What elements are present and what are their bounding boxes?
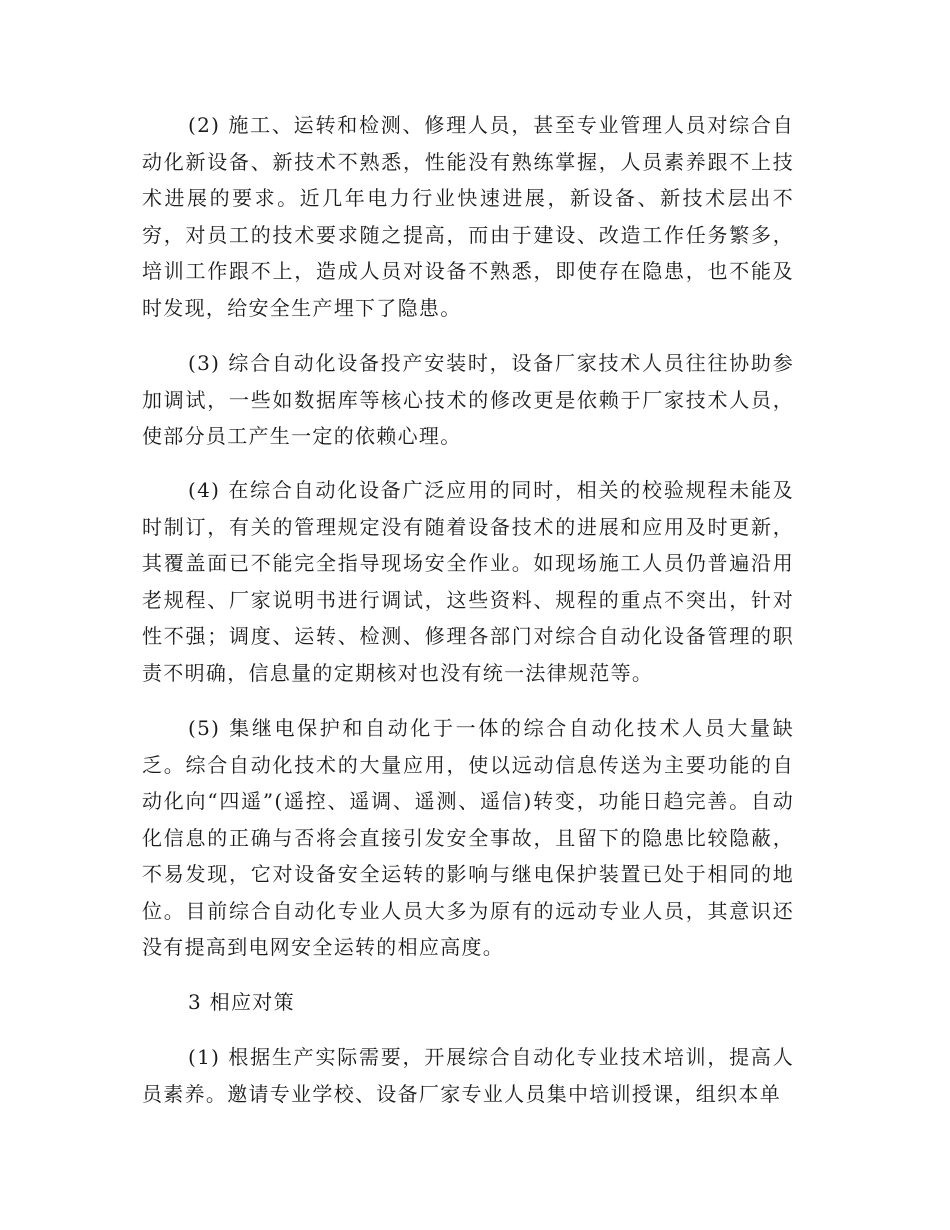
- paragraph-measure-1: (1) 根据生产实际需要，开展综合自动化专业技术培训，提高人员素养。邀请专业学校、设备厂家专业人员集中培训授课，组织本单: [142, 1045, 794, 1106]
- section-heading: 3 相应对策: [188, 990, 295, 1014]
- paragraph-item-4: (4) 在综合自动化设备广泛应用的同时，相关的校验规程未能及时制订，有关的管理规定没有随着设备技术的进展和应用及时更新，其覆盖面已不能完全指导现场安全作业。如现场施工人员仍普遍沿用老规程、厂家说明书进行调试，这些资料、规程的重点不突出，针对性不强；调度、运转、检测、修理各部门对综合自动化设备管理的职责不明确，信息量的定期核对也没有统一法律规范等。: [142, 478, 794, 685]
- paragraph-item-2: (2) 施工、运转和检测、修理人员，甚至专业管理人员对综合自动化新设备、新技术不熟悉，性能没有熟练掌握，人员素养跟不上技术进展的要求。近几年电力行业快速进展，新设备、新技术层出不穷，对员工的技术要求随之提高，而由于建设、改造工作任务繁多，培训工作跟不上，造成人员对设备不熟悉，即使存在隐患，也不能及时发现，给安全生产埋下了隐患。: [142, 113, 794, 320]
- paragraph-item-3: (3) 综合自动化设备投产安装时，设备厂家技术人员往往协助参加调试，一些如数据库等核心技术的修改更是依赖于厂家技术人员，使部分员工产生一定的依赖心理。: [142, 351, 794, 448]
- paragraph-item-5: (5) 集继电保护和自动化于一体的综合自动化技术人员大量缺乏。综合自动化技术的大量应用，使以远动信息传送为主要功能的自动化向“四遥”(遥控、遥调、遥测、遥信)转变，功能日趋完善。自动化信息的正确与否将会直接引发安全事故，且留下的隐患比较隐蔽，不易发现，它对设备安全运转的影响与继电保护装置已处于相同的地位。目前综合自动化专业人员大多为原有的远动专业人员，其意识还没有提高到电网安全运转的相应高度。: [142, 716, 794, 959]
